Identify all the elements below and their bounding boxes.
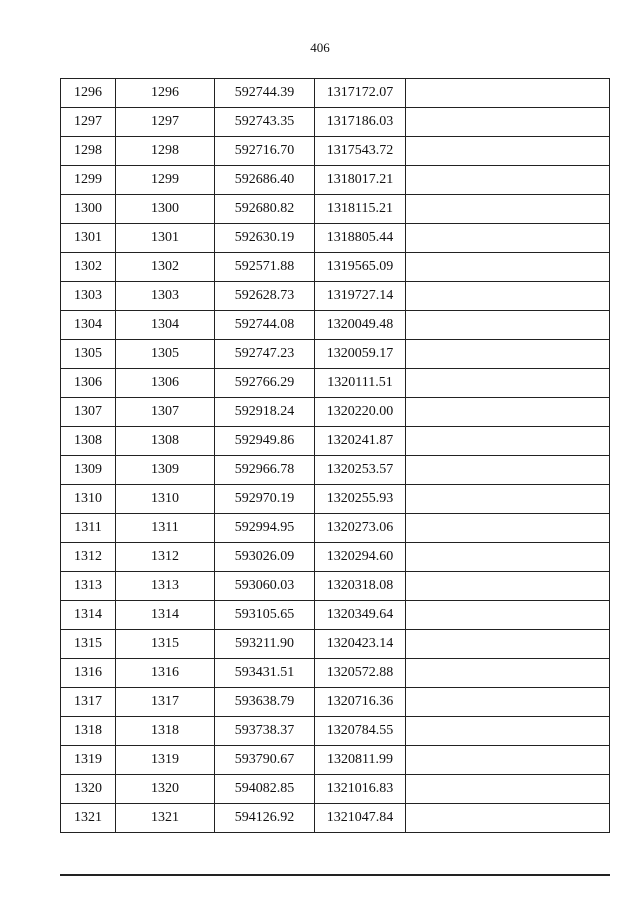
x-coordinate-cell: 593431.51: [215, 659, 315, 688]
point-id-cell: 1298: [61, 137, 116, 166]
y-coordinate-cell: 1320273.06: [315, 514, 406, 543]
point-number-cell: 1305: [116, 340, 215, 369]
y-coordinate-cell: 1320572.88: [315, 659, 406, 688]
table-row: [61, 427, 610, 456]
point-number-cell: 1306: [116, 369, 215, 398]
point-id-cell: 1311: [61, 514, 116, 543]
y-coordinate-cell: 1320294.60: [315, 543, 406, 572]
table-row: [61, 166, 610, 195]
x-coordinate-cell: 592766.29: [215, 369, 315, 398]
note-cell: [406, 630, 610, 659]
note-cell: [406, 456, 610, 485]
point-id-cell: 1316: [61, 659, 116, 688]
point-number-cell: 1319: [116, 746, 215, 775]
coordinates-table-body: [61, 79, 610, 833]
point-id-cell: 1317: [61, 688, 116, 717]
x-coordinate-cell: 592970.19: [215, 485, 315, 514]
y-coordinate-cell: 1317543.72: [315, 137, 406, 166]
y-coordinate-cell: 1320111.51: [315, 369, 406, 398]
y-coordinate-cell: 1320349.64: [315, 601, 406, 630]
table-row: [61, 369, 610, 398]
note-cell: [406, 253, 610, 282]
note-cell: [406, 340, 610, 369]
point-id-cell: 1312: [61, 543, 116, 572]
note-cell: [406, 427, 610, 456]
note-cell: [406, 688, 610, 717]
point-number-cell: 1318: [116, 717, 215, 746]
footer-rule: [60, 874, 610, 876]
x-coordinate-cell: 592744.08: [215, 311, 315, 340]
x-coordinate-cell: 592747.23: [215, 340, 315, 369]
table-row: [61, 108, 610, 137]
point-id-cell: 1307: [61, 398, 116, 427]
note-cell: [406, 659, 610, 688]
x-coordinate-cell: 592994.95: [215, 514, 315, 543]
y-coordinate-cell: 1320220.00: [315, 398, 406, 427]
note-cell: [406, 282, 610, 311]
point-id-cell: 1320: [61, 775, 116, 804]
point-id-cell: 1299: [61, 166, 116, 195]
table-row: [61, 224, 610, 253]
point-number-cell: 1307: [116, 398, 215, 427]
x-coordinate-cell: 592630.19: [215, 224, 315, 253]
point-number-cell: 1317: [116, 688, 215, 717]
x-coordinate-cell: 592743.35: [215, 108, 315, 137]
table-row: [61, 253, 610, 282]
y-coordinate-cell: 1320784.55: [315, 717, 406, 746]
table-row: [61, 804, 610, 833]
y-coordinate-cell: 1318017.21: [315, 166, 406, 195]
point-number-cell: 1321: [116, 804, 215, 833]
point-id-cell: 1314: [61, 601, 116, 630]
table-row: [61, 456, 610, 485]
x-coordinate-cell: 593638.79: [215, 688, 315, 717]
point-number-cell: 1304: [116, 311, 215, 340]
x-coordinate-cell: 592918.24: [215, 398, 315, 427]
point-id-cell: 1306: [61, 369, 116, 398]
table-row: [61, 572, 610, 601]
x-coordinate-cell: 592628.73: [215, 282, 315, 311]
point-id-cell: 1308: [61, 427, 116, 456]
y-coordinate-cell: 1317186.03: [315, 108, 406, 137]
point-number-cell: 1301: [116, 224, 215, 253]
note-cell: [406, 543, 610, 572]
x-coordinate-cell: 592686.40: [215, 166, 315, 195]
point-number-cell: 1302: [116, 253, 215, 282]
point-number-cell: 1297: [116, 108, 215, 137]
point-id-cell: 1315: [61, 630, 116, 659]
note-cell: [406, 224, 610, 253]
y-coordinate-cell: 1320423.14: [315, 630, 406, 659]
y-coordinate-cell: 1320253.57: [315, 456, 406, 485]
note-cell: [406, 601, 610, 630]
table-row: [61, 79, 610, 108]
point-id-cell: 1301: [61, 224, 116, 253]
table-row: [61, 340, 610, 369]
note-cell: [406, 804, 610, 833]
y-coordinate-cell: 1320241.87: [315, 427, 406, 456]
y-coordinate-cell: 1320049.48: [315, 311, 406, 340]
page-number: 406: [310, 40, 330, 55]
point-number-cell: 1313: [116, 572, 215, 601]
x-coordinate-cell: 592966.78: [215, 456, 315, 485]
point-number-cell: 1320: [116, 775, 215, 804]
note-cell: [406, 514, 610, 543]
point-number-cell: 1309: [116, 456, 215, 485]
y-coordinate-cell: 1320811.99: [315, 746, 406, 775]
y-coordinate-cell: 1318805.44: [315, 224, 406, 253]
x-coordinate-cell: 593026.09: [215, 543, 315, 572]
point-number-cell: 1298: [116, 137, 215, 166]
x-coordinate-cell: 593105.65: [215, 601, 315, 630]
y-coordinate-cell: 1320318.08: [315, 572, 406, 601]
point-id-cell: 1297: [61, 108, 116, 137]
x-coordinate-cell: 592949.86: [215, 427, 315, 456]
note-cell: [406, 369, 610, 398]
table-row: [61, 282, 610, 311]
table-row: [61, 659, 610, 688]
point-id-cell: 1309: [61, 456, 116, 485]
table-row: [61, 601, 610, 630]
point-number-cell: 1303: [116, 282, 215, 311]
point-number-cell: 1310: [116, 485, 215, 514]
point-number-cell: 1308: [116, 427, 215, 456]
y-coordinate-cell: 1319565.09: [315, 253, 406, 282]
note-cell: [406, 311, 610, 340]
point-id-cell: 1319: [61, 746, 116, 775]
table-row: [61, 746, 610, 775]
table-row: [61, 398, 610, 427]
point-number-cell: 1311: [116, 514, 215, 543]
point-number-cell: 1300: [116, 195, 215, 224]
y-coordinate-cell: 1319727.14: [315, 282, 406, 311]
point-id-cell: 1302: [61, 253, 116, 282]
note-cell: [406, 108, 610, 137]
note-cell: [406, 746, 610, 775]
point-id-cell: 1303: [61, 282, 116, 311]
point-number-cell: 1312: [116, 543, 215, 572]
point-id-cell: 1304: [61, 311, 116, 340]
note-cell: [406, 717, 610, 746]
point-id-cell: 1321: [61, 804, 116, 833]
point-number-cell: 1314: [116, 601, 215, 630]
point-number-cell: 1299: [116, 166, 215, 195]
point-id-cell: 1300: [61, 195, 116, 224]
x-coordinate-cell: 594082.85: [215, 775, 315, 804]
x-coordinate-cell: 593060.03: [215, 572, 315, 601]
point-id-cell: 1296: [61, 79, 116, 108]
table-row: [61, 485, 610, 514]
y-coordinate-cell: 1320059.17: [315, 340, 406, 369]
y-coordinate-cell: 1321047.84: [315, 804, 406, 833]
table-row: [61, 311, 610, 340]
table-row: [61, 630, 610, 659]
note-cell: [406, 572, 610, 601]
table-row: [61, 137, 610, 166]
table-row: [61, 514, 610, 543]
point-number-cell: 1315: [116, 630, 215, 659]
x-coordinate-cell: 592571.88: [215, 253, 315, 282]
point-id-cell: 1305: [61, 340, 116, 369]
note-cell: [406, 166, 610, 195]
coordinates-table: [60, 78, 610, 833]
x-coordinate-cell: 594126.92: [215, 804, 315, 833]
table-row: [61, 775, 610, 804]
x-coordinate-cell: 593738.37: [215, 717, 315, 746]
x-coordinate-cell: 592680.82: [215, 195, 315, 224]
x-coordinate-cell: 592744.39: [215, 79, 315, 108]
note-cell: [406, 398, 610, 427]
y-coordinate-cell: 1320255.93: [315, 485, 406, 514]
point-number-cell: 1296: [116, 79, 215, 108]
x-coordinate-cell: 593790.67: [215, 746, 315, 775]
y-coordinate-cell: 1317172.07: [315, 79, 406, 108]
x-coordinate-cell: 592716.70: [215, 137, 315, 166]
table-row: [61, 195, 610, 224]
y-coordinate-cell: 1321016.83: [315, 775, 406, 804]
note-cell: [406, 775, 610, 804]
table-row: [61, 543, 610, 572]
point-number-cell: 1316: [116, 659, 215, 688]
table-row: [61, 717, 610, 746]
y-coordinate-cell: 1318115.21: [315, 195, 406, 224]
note-cell: [406, 137, 610, 166]
x-coordinate-cell: 593211.90: [215, 630, 315, 659]
point-id-cell: 1310: [61, 485, 116, 514]
note-cell: [406, 485, 610, 514]
note-cell: [406, 79, 610, 108]
y-coordinate-cell: 1320716.36: [315, 688, 406, 717]
point-id-cell: 1313: [61, 572, 116, 601]
note-cell: [406, 195, 610, 224]
table-row: [61, 688, 610, 717]
point-id-cell: 1318: [61, 717, 116, 746]
